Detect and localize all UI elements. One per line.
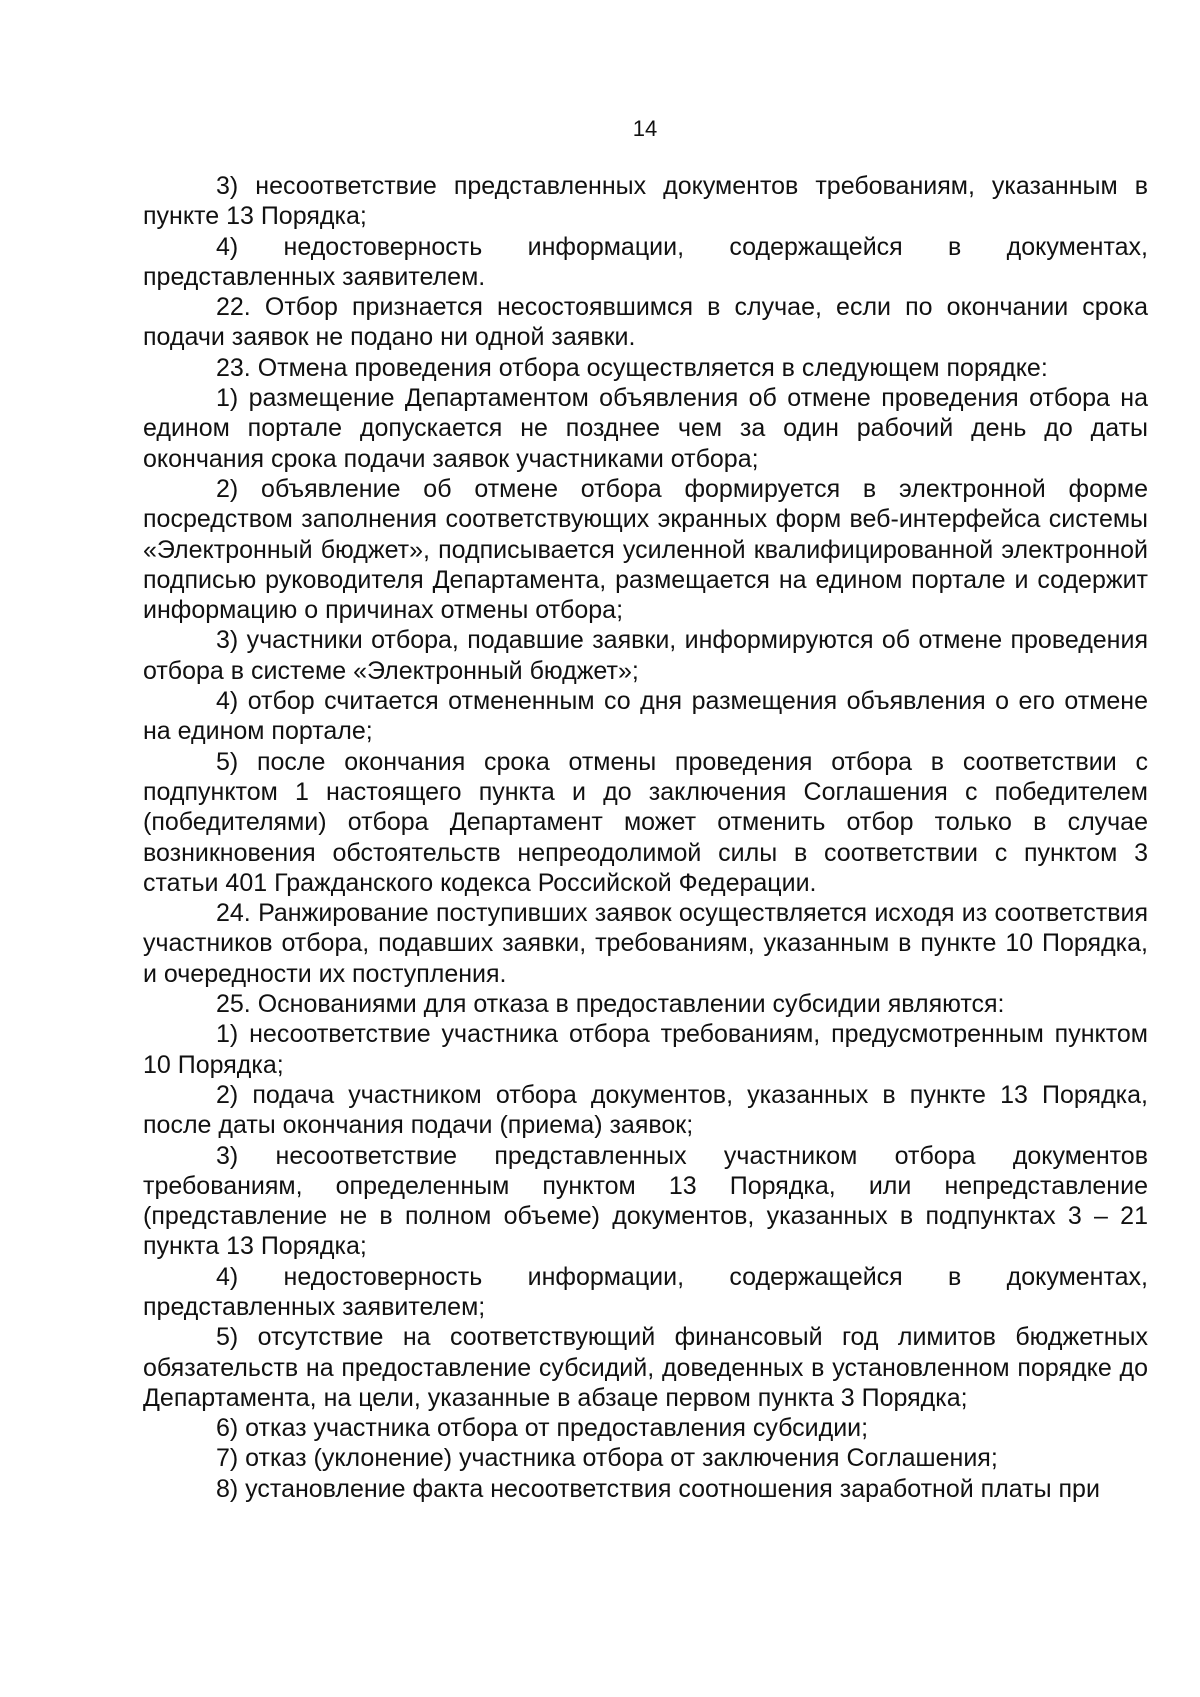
paragraph: 24. Ранжирование поступивших заявок осуществляется исходя из соответствия участников отбора, подавших заявки, требованиям, указанным в пункте 10 Порядка, и очередности их поступления. <box>143 899 1148 988</box>
paragraph: 4) недостоверность информации, содержащейся в документах, представленных заявителем. <box>143 232 1148 291</box>
paragraph: 8) установление факта несоответствия соотношения заработной платы при <box>216 1474 1100 1503</box>
paragraph: 3) участники отбора, подавшие заявки, информируются об отмене проведения отбора в системе «Электронный бюджет»; <box>143 626 1148 685</box>
paragraph: 25. Основаниями для отказа в предоставлении субсидии являются: <box>216 990 1005 1019</box>
paragraph: 3) несоответствие представленных документов требованиям, указанным в пункте 13 Порядка; <box>143 172 1148 231</box>
paragraph: 1) размещение Департаментом объявления об отмене проведения отбора на едином портале допускается не позднее чем за один рабочий день до даты окончания срока подачи заявок участниками отбора; <box>143 384 1148 473</box>
paragraph: 2) подача участником отбора документов, указанных в пункте 13 Порядка, после даты окончания подачи (приема) заявок; <box>143 1080 1148 1140</box>
document-body <box>143 171 1148 1504</box>
paragraph: 5) отсутствие на соответствующий финансовый год лимитов бюджетных обязательств на предоставление субсидий, доведенных в установленном порядке до Департамента, на цели, указанные в абзаце первом пункта 3 Порядка; <box>143 1323 1148 1412</box>
paragraph: 23. Отмена проведения отбора осуществляется в следующем порядке: <box>216 353 1048 382</box>
paragraph: 5) после окончания срока отмены проведения отбора в соответствии с подпунктом 1 настоящего пункта и до заключения Соглашения с победителем (победителями) отбора Департамент может отменить отбор только в случае возникновения обстоятельств непреодолимой силы в соответствии с пунктом 3 статьи 401 Гражданского кодекса Российской Федерации. <box>143 747 1148 897</box>
paragraph: 2) объявление об отмене отбора формируется в электронной форме посредством заполнения соответствующих экранных форм веб-интерфейса системы «Электронный бюджет», подписывается усиленной квалифицированной электронной подписью руководителя Департамента, размещается на едином портале и содержит информацию о причинах отмены отбора; <box>143 474 1148 625</box>
paragraph: 22. Отбор признается несостоявшимся в случае, если по окончании срока подачи заявок не подано ни одной заявки. <box>143 293 1148 352</box>
paragraph: 4) отбор считается отмененным со дня размещения объявления о его отмене на едином портале; <box>143 687 1148 746</box>
page-number: 14 <box>632 116 658 141</box>
paragraph: 7) отказ (уклонение) участника отбора от заключения Соглашения; <box>216 1444 998 1473</box>
paragraph: 4) недостоверность информации, содержащейся в документах, представленных заявителем; <box>143 1262 1148 1321</box>
paragraph: 1) несоответствие участника отбора требованиям, предусмотренным пунктом 10 Порядка; <box>143 1020 1148 1079</box>
paragraph: 6) отказ участника отбора от предоставления субсидии; <box>216 1414 869 1443</box>
paragraph: 3) несоответствие представленных участником отбора документов требованиям, определенным пунктом 13 Порядка, или непредставление (представление не в полном объеме) документов, указанных в подпунктах 3 – 21 пункта 13 Порядка; <box>143 1141 1148 1261</box>
